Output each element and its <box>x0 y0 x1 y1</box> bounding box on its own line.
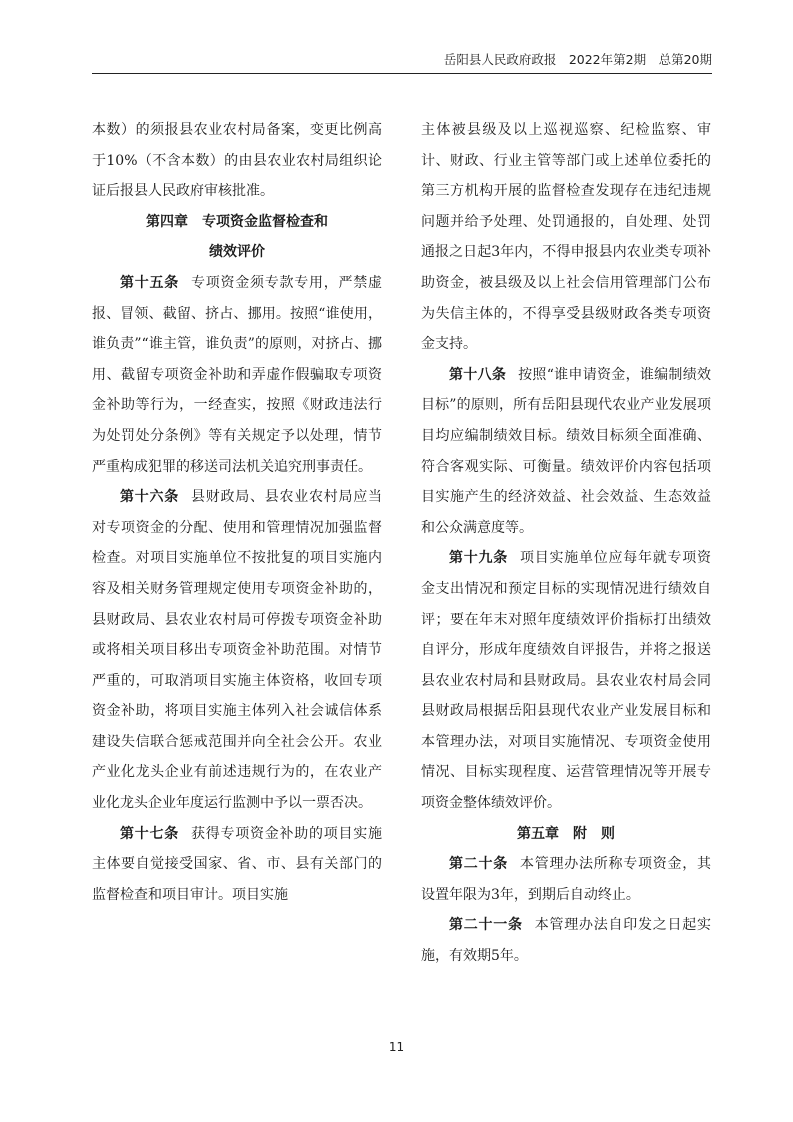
article-15-label: 第十五条 <box>120 274 179 291</box>
chapter-4-heading-line-1: 第四章 专项资金监督检查和 <box>146 213 328 230</box>
header-rule <box>92 73 712 74</box>
article-16-text: 县财政局、县农业农村局应当对专项资金的分配、使用和管理情况加强监督检查。对项目实施单位不按批复的项目实施内容及相关财务管理规定使用专项资金补助的，县财政局、县农业农村局可停拨专项资金补助或将相关项目移出专项资金补助范围。对情节严重的，可取消项目实施主体资格，收回专项资金补助，将项目实施主体列入社会诚信体系建设失信联合惩戒范围并向全社会公开。农业产业化龙头企业有前述违规行为的，在农业产业化龙头企业年度运行监测中予以一票否决。 <box>92 489 382 812</box>
article-20 <box>421 849 711 910</box>
chapter-4-heading-line-2: 绩效评价 <box>209 244 265 261</box>
article-21-label: 第二十一条 <box>449 917 523 934</box>
article-18-label: 第十八条 <box>449 366 507 383</box>
article-15 <box>92 268 382 482</box>
article-20-label: 第二十条 <box>449 856 508 873</box>
paragraph-continued: 本数）的须报县农业农村局备案，变更比例高于10%（不含本数）的由县农业农村局组织论证后报县人民政府审核批准。 <box>92 122 382 200</box>
article-16-label: 第十六条 <box>120 489 179 506</box>
article-20-text: 本管理办法所称专项资金，其设置年限为3年，到期后自动终止。 <box>421 856 711 903</box>
article-17-text: 获得专项资金补助的项目实施主体要自觉接受国家、省、市、县有关部门的监督检查和项目审计。项目实施 <box>92 825 382 903</box>
article-17-label: 第十七条 <box>120 825 179 842</box>
article-19 <box>421 543 711 818</box>
right-column <box>421 115 711 972</box>
article-21 <box>421 910 711 971</box>
paragraph-continued: 主体被县级及以上巡视巡察、纪检监察、审计、财政、行业主管等部门或上述单位委托的第三方机构开展的监督检查发现存在违纪违规问题并给予处理、处罚通报的，自处理、处罚通报之日起3年内，不得申报县内农业类专项补助资金，被县级及以上社会信用管理部门公布为失信主体的，不得享受县级财政各类专项资金支持。 <box>421 122 711 353</box>
article-18 <box>421 360 711 544</box>
article-18-text: 按照“谁申请资金，谁编制绩效目标”的原则，所有岳阳县现代农业产业发展项目均应编制绩效目标。绩效目标须全面准确、符合客观实际、可衡量。绩效评价内容包括项目实施产生的经济效益、社会效益、生态效益和公众满意度等。 <box>421 366 711 536</box>
article-16 <box>92 482 382 819</box>
article-19-label: 第十九条 <box>449 550 508 567</box>
article-15-text: 专项资金须专款专用，严禁虚报、冒领、截留、挤占、挪用。按照“谁使用，谁负责”“谁主管，谁负责”的原则，对挤占、挪用、截留专项资金补助和弄虚作假骗取专项资金补助等行为，一经查实，按照《财政违法行为处罚处分条例》等有关规定予以处理，情节严重构成犯罪的移送司法机关追究刑事责任。 <box>92 274 382 475</box>
left-column <box>92 115 382 910</box>
article-17 <box>92 819 382 911</box>
chapter-5-heading: 第五章 附 则 <box>517 825 615 842</box>
page-number: 11 <box>388 1040 405 1054</box>
page-header: 岳阳县人民政府政报 2022年第2期 总第20期 <box>443 52 712 67</box>
article-21-text: 本管理办法自印发之日起实施，有效期5年。 <box>421 917 711 965</box>
article-19-text: 项目实施单位应每年就专项资金支出情况和预定目标的实现情况进行绩效自评；要在年末对照年度绩效评价指标打出绩效自评分，形成年度绩效自评报告，并将之报送县农业农村局和县财政局。县农业农村局会同县财政局根据岳阳县现代农业产业发展目标和本管理办法，对项目实施情况、专项资金使用情况、目标实现程度、运营管理情况等开展专项资金整体绩效评价。 <box>421 550 711 812</box>
